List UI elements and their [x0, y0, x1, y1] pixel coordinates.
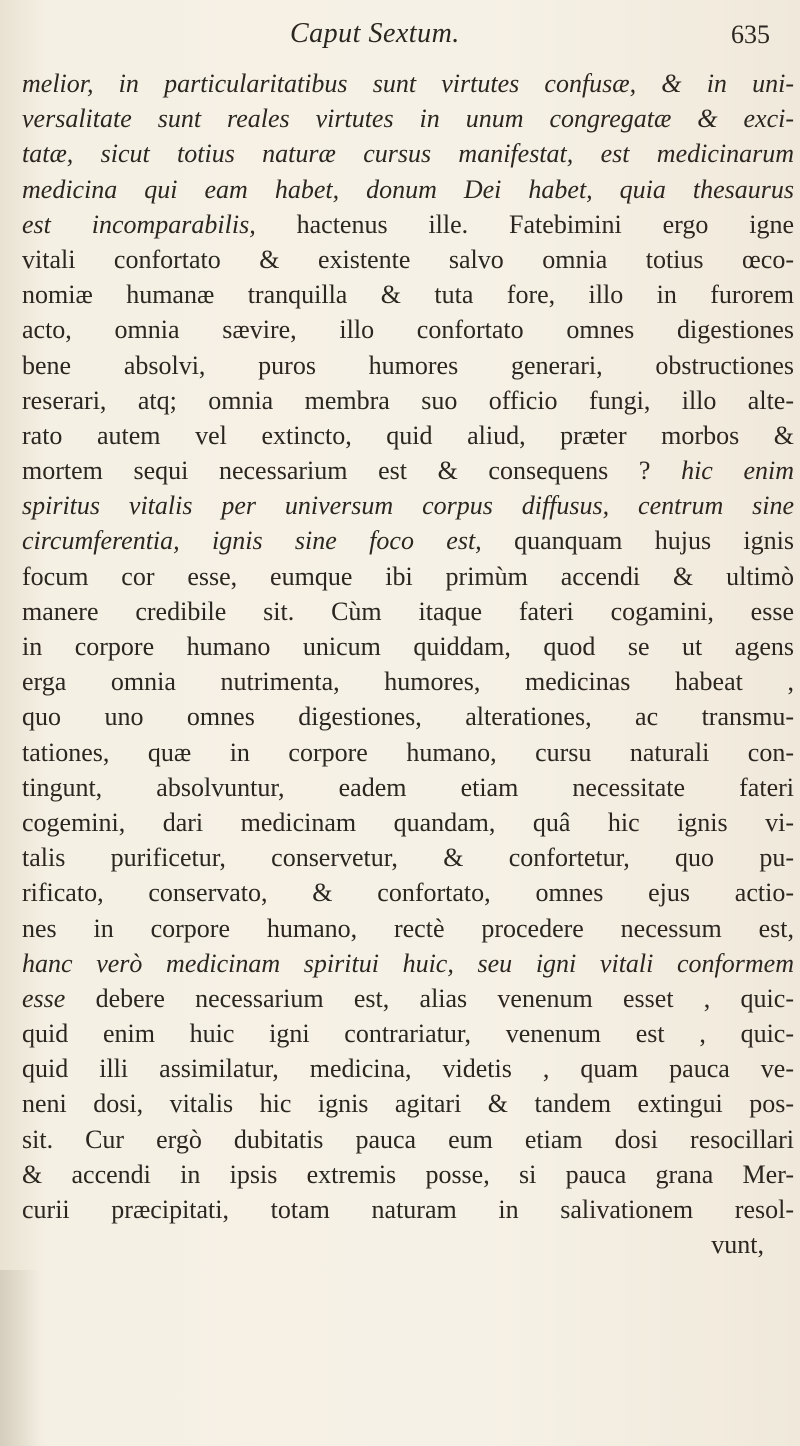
- text-line: [22, 1192, 794, 1227]
- italic-text-segment: hanc verò medicinam spiritui huic, seu igni vitali conformem: [22, 948, 794, 978]
- text-line: [22, 946, 794, 981]
- text-line: [22, 1051, 794, 1086]
- text-segment: talis purificetur, conservetur, & confortetur, quo pu-: [22, 843, 794, 873]
- text-line: [22, 242, 794, 277]
- text-line: [22, 629, 794, 664]
- italic-text-segment: medicina qui eam habet, donum Dei habet, quia thesaurus: [22, 174, 794, 204]
- text-segment: tingunt, absolvuntur, eadem etiam necessitate fateri: [22, 772, 794, 802]
- text-line: [22, 383, 794, 418]
- text-segment: debere necessarium est, alias venenum esset , quic-: [95, 983, 794, 1013]
- italic-text-segment: est incomparabilis,: [22, 209, 297, 239]
- text-line: [22, 348, 794, 383]
- text-segment: bene absolvi, puros humores generari, obstructiones: [22, 350, 794, 380]
- text-line: [22, 840, 794, 875]
- text-segment: nes in corpore humano, rectè procedere necessum est,: [22, 913, 794, 943]
- italic-text-segment: tatæ, sicut totius naturæ cursus manifestat, est medicinarum: [22, 139, 794, 169]
- text-line: [22, 594, 794, 629]
- text-line: [22, 1157, 794, 1192]
- text-segment: nomiæ humanæ tranquilla & tuta fore, illo in furorem: [22, 280, 794, 310]
- text-segment: quo uno omnes digestiones, alterationes, ac transmu-: [22, 702, 794, 732]
- text-segment: neni dosi, vitalis hic ignis agitari & tandem extingui pos-: [22, 1089, 794, 1119]
- page-edge-shadow: [0, 1270, 40, 1446]
- text-line: [22, 312, 794, 347]
- text-segment: cogemini, dari medicinam quandam, quâ hic ignis vi-: [22, 807, 794, 837]
- text-line: [22, 911, 794, 946]
- text-line: [22, 488, 794, 523]
- body-text: [22, 66, 794, 1262]
- text-line: [22, 1227, 794, 1262]
- text-segment: erga omnia nutrimenta, humores, medicinas habeat ,: [22, 667, 794, 697]
- text-segment: reserari, atq; omnia membra suo officio fungi, illo alte-: [22, 385, 794, 415]
- text-line: [22, 66, 794, 101]
- italic-text-segment: circumferentia, ignis sine foco est,: [22, 526, 515, 556]
- text-line: [22, 664, 794, 699]
- text-segment: focum cor esse, eumque ibi primùm accendi & ultimò: [22, 561, 794, 591]
- italic-text-segment: melior, in particularitatibus sunt virtutes confusæ, & in uni-: [22, 69, 794, 98]
- text-line: [22, 277, 794, 312]
- text-segment: manere credibile sit. Cùm itaque fateri cogamini, esse: [22, 596, 794, 626]
- italic-text-segment: hic enim: [681, 456, 794, 486]
- text-line: [22, 523, 794, 558]
- text-segment: in corpore humano unicum quiddam, quod se ut agens: [22, 632, 794, 661]
- text-segment: sit. Cur ergò dubitatis pauca eum etiam dosi resocillari: [22, 1124, 794, 1154]
- text-line: [22, 418, 794, 453]
- text-line: [22, 559, 794, 594]
- text-segment: rificato, conservato, & confortato, omnes ejus actio-: [22, 878, 794, 908]
- text-line: [22, 136, 794, 171]
- text-segment: vitali confortato & existente salvo omnia totius œco-: [22, 244, 794, 274]
- text-line: [22, 207, 794, 242]
- text-segment: rato autem vel extincto, quid aliud, præter morbos &: [22, 420, 794, 450]
- text-line: [22, 981, 794, 1016]
- text-line: [22, 1086, 794, 1121]
- text-line: [22, 453, 794, 488]
- italic-text-segment: spiritus vitalis per universum corpus diffusus, centrum sine: [22, 491, 794, 521]
- text-segment: vunt,: [711, 1230, 764, 1260]
- italic-text-segment: esse: [22, 983, 96, 1013]
- text-segment: quid enim huic igni contrariatur, venenum est , quic-: [22, 1019, 794, 1049]
- italic-text-segment: versalitate sunt reales virtutes in unum congregatæ & exci-: [22, 104, 794, 134]
- page-number: 635: [731, 20, 770, 49]
- text-segment: & accendi in ipsis extremis posse, si pauca grana Mer-: [22, 1159, 794, 1189]
- text-line: [22, 875, 794, 910]
- text-segment: quanquam hujus ignis: [514, 526, 794, 556]
- text-line: [22, 1122, 794, 1157]
- text-segment: hactenus ille. Fatebimini ergo igne: [296, 209, 794, 239]
- text-segment: quid illi assimilatur, medicina, videtis , quam pauca ve-: [22, 1054, 794, 1084]
- text-segment: mortem sequi necessarium est & consequens ?: [22, 456, 682, 486]
- text-line: [22, 101, 794, 136]
- text-segment: acto, omnia sævire, illo confortato omnes digestiones: [22, 315, 794, 345]
- text-segment: tationes, quæ in corpore humano, cursu naturali con-: [22, 737, 794, 767]
- text-line: [22, 805, 794, 840]
- running-head: Caput Sextum.: [290, 18, 460, 49]
- text-segment: curii præcipitati, totam naturam in salivationem resol-: [22, 1195, 794, 1224]
- text-line: [22, 699, 794, 734]
- text-line: [22, 172, 794, 207]
- text-line: [22, 1016, 794, 1051]
- text-line: [22, 770, 794, 805]
- text-line: [22, 735, 794, 770]
- page-header: [0, 14, 800, 54]
